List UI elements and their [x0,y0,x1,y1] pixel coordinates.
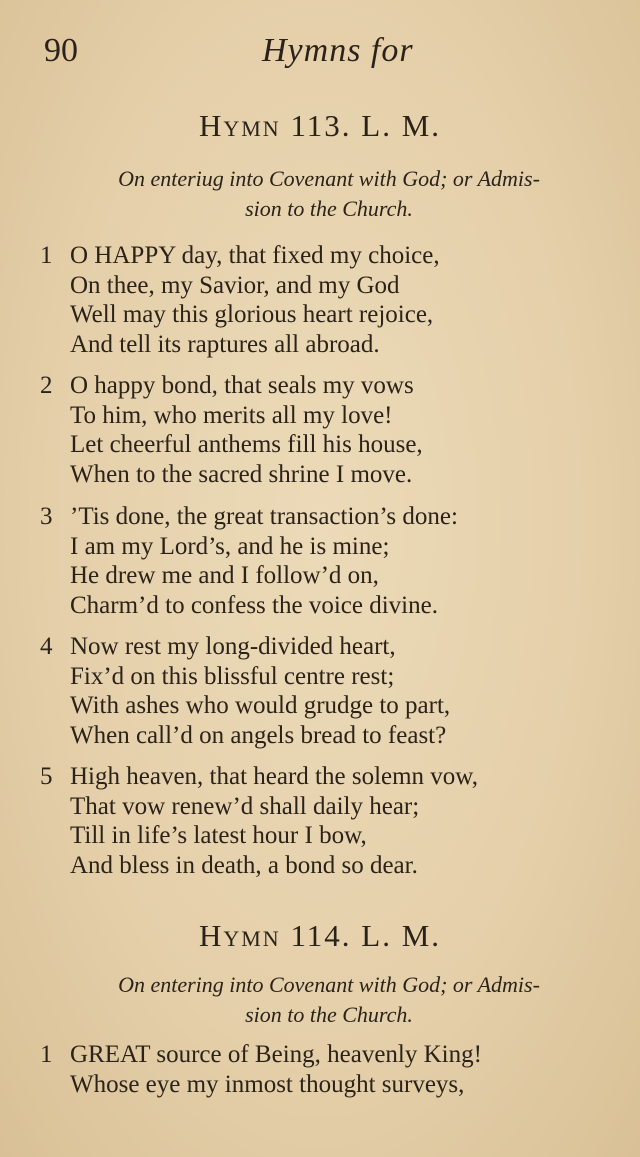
verse-line: And tell its raptures all abroad. [70,330,380,358]
verse [36,241,626,359]
page-header [44,32,600,78]
verse [36,632,626,750]
hymn-114-title [0,918,640,954]
verse-number: 4 [40,633,53,660]
verse-number: 1 [40,242,53,269]
page-number: 90 [44,32,78,69]
verse-line: And bless in death, a bond so dear. [70,851,418,879]
verse-line: That vow renew’d shall daily hear; [70,792,420,820]
hymn-title-word: Hymn [198,108,281,143]
verse-number: 2 [40,372,53,399]
hymn-113-subtitle [36,164,622,224]
verse-number: 1 [40,1041,53,1068]
verse-line: High heaven, that heard the solemn vow, [70,763,478,790]
verse-line: When call’d on angels bread to feast? [70,721,447,749]
verse-line: GREAT source of Being, heavenly King! [70,1041,482,1068]
verse-line: O HAPPY day, that fixed my choice, [70,242,440,269]
subtitle-line: sion to the Church. [245,1002,413,1027]
verse [36,1040,626,1099]
verse-line: To him, who merits all my love! [70,401,393,429]
hymn-title-word: Hymn [198,918,281,953]
verse [36,371,626,489]
subtitle-line: sion to the Church. [245,196,413,221]
verse-line: When to the sacred shrine I move. [70,460,413,488]
running-title: Hymns for [262,32,414,69]
verse-line: Fix’d on this blissful centre rest; [70,662,395,690]
subtitle-line: On entering into Covenant with God; or Admis- [118,972,540,997]
verse-line: Whose eye my inmost thought surveys, [70,1070,465,1098]
verse-line: Till in life’s latest hour I bow, [70,822,367,849]
verse-line: O happy bond, that seals my vows [70,372,414,399]
subtitle-line: On enteriug into Covenant with God; or Admis- [118,166,540,191]
verse-line: I am my Lord’s, and he is mine; [70,532,390,560]
verse [36,502,626,620]
hymn-114-subtitle [36,970,622,1030]
verse-line: Well may this glorious heart rejoice, [70,301,434,328]
verse-line: Now rest my long-divided heart, [70,633,396,660]
verse-line: On thee, my Savior, and my God [70,271,400,299]
verse-line: Let cheerful anthems fill his house, [70,431,423,458]
verse-number: 3 [40,503,53,530]
verse-line: Charm’d to confess the voice divine. [70,591,438,619]
hymn-title-number: 113. L. M. [290,108,442,143]
hymn-title-number: 114. L. M. [290,918,442,953]
verse-line: ’Tis done, the great transaction’s done: [70,503,458,530]
verse-line: With ashes who would grudge to part, [70,692,451,719]
hymn-113-title [0,108,640,144]
verse-number: 5 [40,763,53,790]
verse [36,762,626,880]
verse-line: He drew me and I follow’d on, [70,562,379,589]
